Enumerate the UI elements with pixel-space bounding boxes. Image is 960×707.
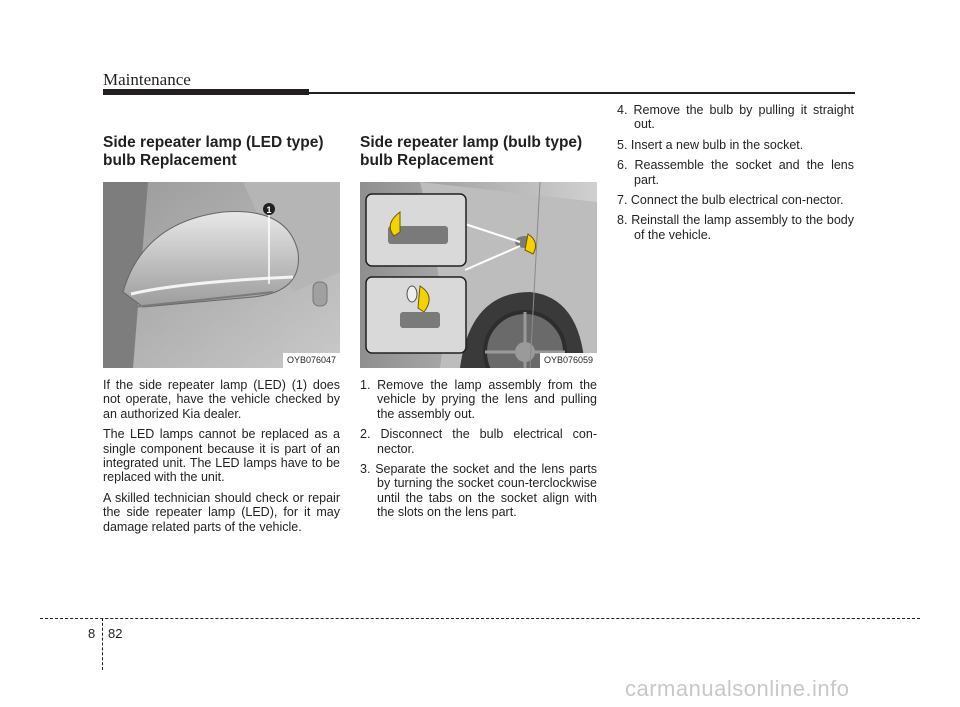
list-item: 2. Disconnect the bulb electrical con-nector. <box>360 427 597 456</box>
list-item: 4. Remove the bulb by pulling it straight out. <box>617 103 854 132</box>
steps-list-part2 <box>617 103 854 242</box>
list-item: 6. Reassemble the socket and the lens part. <box>617 158 854 187</box>
page-number: 82 <box>108 626 123 641</box>
section-title: Maintenance <box>103 70 191 89</box>
list-item: 5. Insert a new bulb in the socket. <box>617 137 804 152</box>
list-item: 8. Reinstall the lamp assembly to the body of the vehicle. <box>617 213 854 242</box>
footer-rule <box>40 618 920 619</box>
paragraph: A skilled technician should check or repair the side repeater lamp (LED), for it may damage related parts of the vehicle. <box>103 490 340 534</box>
fender-illustration-art <box>360 182 597 368</box>
paragraph: The LED lamps cannot be replaced as a single component because it is part of an integrated unit. The LED lamps have to be replaced with the unit. <box>103 427 340 485</box>
bulb-heading-line2: bulb Replacement <box>360 152 494 169</box>
list-item: 7. Connect the bulb electrical con-nector. <box>617 193 844 208</box>
footer-divider <box>102 618 103 670</box>
list-item: 1. Remove the lamp assembly from the vehicle by prying the lens and pulling the assembly out. <box>360 378 597 421</box>
header-rule-accent <box>103 89 309 95</box>
figure-code: OYB076059 <box>540 353 597 368</box>
bulb-section <box>360 134 597 526</box>
paragraph: If the side repeater lamp (LED) (1) does not operate, have the vehicle checked by an authorized Kia dealer. <box>103 378 340 421</box>
bulb-replacement-illustration <box>360 182 597 368</box>
figure-code: OYB076047 <box>283 353 340 368</box>
steps-list-part1 <box>360 378 597 520</box>
mirror-led-illustration <box>103 182 340 368</box>
bulb-section-heading <box>360 134 597 170</box>
led-section-heading <box>103 134 340 170</box>
led-heading-line1: Side repeater lamp (LED type) <box>103 134 324 151</box>
watermark-text: carmanualsonline.info <box>625 676 850 701</box>
chapter-number: 8 <box>88 626 96 641</box>
bulb-steps-continued <box>617 103 854 248</box>
bulb-heading-line1: Side repeater lamp (bulb type) <box>360 134 583 151</box>
callout-number: 1 <box>266 205 272 215</box>
led-section <box>103 134 340 540</box>
mirror-illustration-art <box>103 182 340 368</box>
list-item: 3. Separate the socket and the lens parts by turning the socket coun-terclockwise until the tabs on the socket align with the slots on the lens part. <box>360 462 597 520</box>
led-heading-line2: bulb Replacement <box>103 152 237 169</box>
